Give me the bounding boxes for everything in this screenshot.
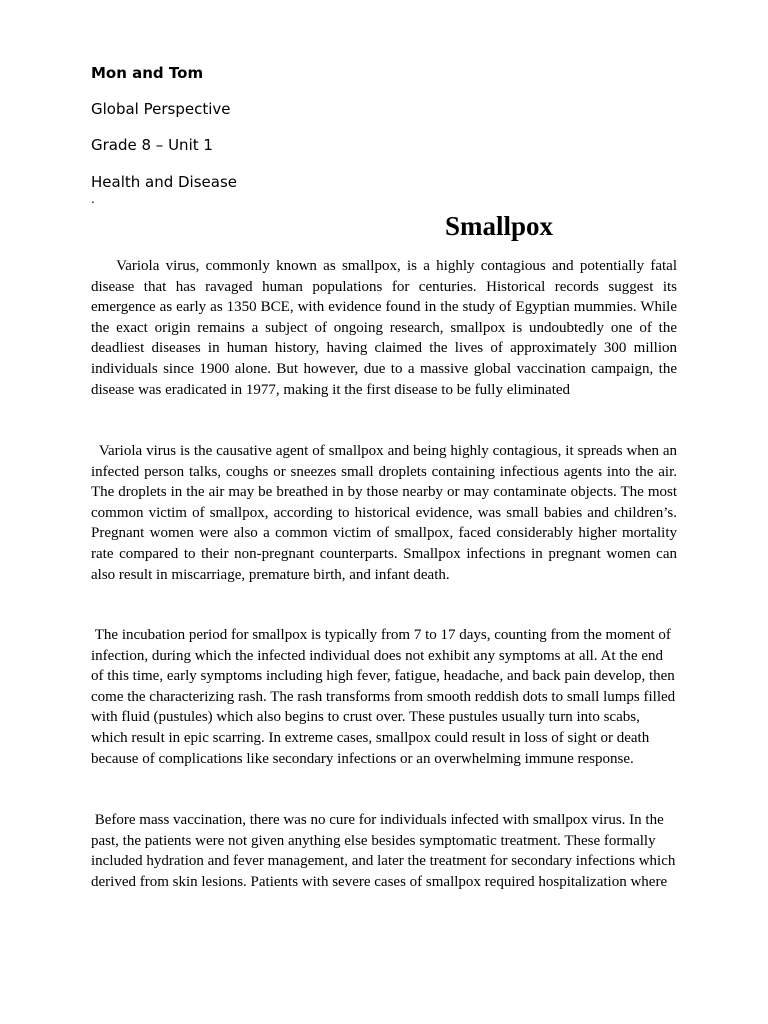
stray-dot: . (91, 192, 95, 206)
paragraph-1: Variola virus, commonly known as smallpox, is a highly contagious and potentially fatal disease that has ravaged human populations for centuries. Historical records suggest its emergence as early as 1350 BCE, with evidence found in the study of Egyptian mummies. While the exact origin remains a subject of ongoing research, smallpox is undoubtedly one of the deadliest diseases in human history, having claimed the lives of approximately 300 million individuals since 1900 alone. But however, due to a massive global vaccination campaign, the disease was eradicated in 1977, making it the first disease to be fully eliminated (91, 258, 681, 398)
topic-line: Health and Disease (91, 173, 238, 191)
grade-unit-line: Grade 8 – Unit 1 (91, 136, 213, 154)
authors-line: Mon and Tom (91, 64, 204, 82)
paragraph-2: Variola virus is the causative agent of smallpox and being highly contagious, it spreads when an infected person talks, coughs or sneezes small droplets containing infectious agents into the air. The droplets in the air may be breathed in by those nearby or may contaminate objects. The most common victim of smallpox, according to historical evidence, was small babies and children’s. Pregnant women were also a common victim of smallpox, faced considerably higher mortality rate compared to their non-pregnant counterparts. Smallpox infections in pregnant women can also result in miscarriage, premature birth, and infant death. (91, 443, 681, 583)
paragraph-3: The incubation period for smallpox is typically from 7 to 17 days, counting from the moment of infection, during which the infected individual does not exhibit any symptoms at all. At the end of this time, early symptoms including high fever, fatigue, headache, and back pain develop, then come the characterizing rash. The rash transforms from smooth reddish dots to small lumps filled with fluid (pustules) which also begins to crust over. These pustules usually turn into scabs, which result in epic scarring. In extreme cases, smallpox could result in loss of sight or death because of complications like secondary infections or an overwhelming immune response. (91, 627, 679, 767)
article-title: Smallpox (445, 211, 554, 241)
subject-line: Global Perspective (91, 100, 231, 118)
paragraph-4: Before mass vaccination, there was no cure for individuals infected with smallpox virus. In the past, the patients were not given anything else besides symptomatic treatment. These formally included hydration and fever management, and later the treatment for secondary infections which derived from skin lesions. Patients with severe cases of smallpox required hospitalization where (91, 812, 680, 890)
